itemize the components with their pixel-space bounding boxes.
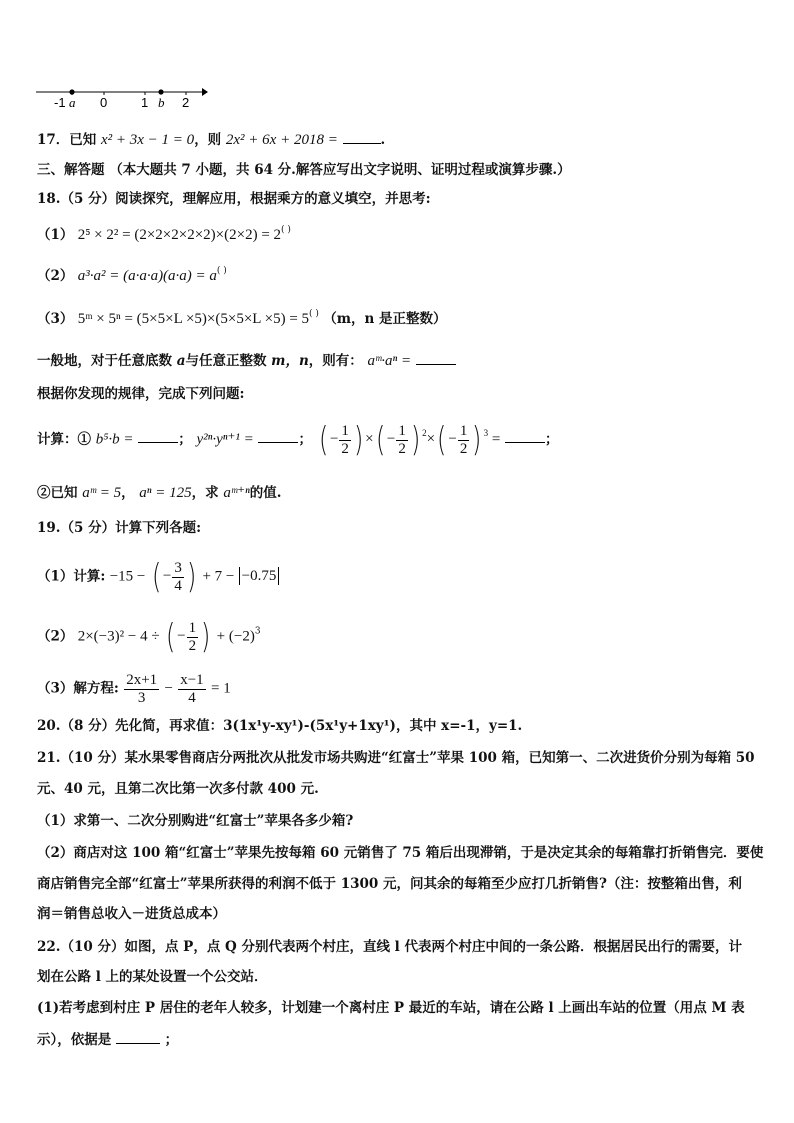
number-line-svg <box>34 82 209 114</box>
answer-blank[interactable] <box>138 430 178 443</box>
q18-given-line: ②已知 aᵐ = 5， aⁿ = 125，求 aᵐ⁺ⁿ的值. <box>37 485 282 501</box>
answer-blank[interactable] <box>416 352 456 365</box>
question-22-line: (1)若考虑到村庄 P 居住的老年人较多，计划建一个离村庄 P 最近的车站，请在公路 l 上画出车站的位置（用点 M 表 <box>37 1000 745 1016</box>
q18-calc-line: 计算：① b⁵·b = ； y²ⁿ·yⁿ⁺¹ = ； ( − $\frac{1}{2}$ ) ×( − $\frac{1}{2}$ ) $^2$×( − $\frac{1}{2}$ ) $^3$ = ； <box>37 420 559 460</box>
q18-rule-line: 根据你发现的规律，完成下列问题: <box>37 386 245 402</box>
question-21-line: 元、40 元，且第二次比第一次多付款 400 元. <box>37 781 319 797</box>
number-line-figure <box>34 82 209 118</box>
question-21-line: 润＝销售总收入－进货总成本） <box>37 906 226 922</box>
question-21-line: 21.（10 分）某水果零售商店分两批次从批发市场共购进“红富士”苹果 100 箱，已知第一、二次进货价分别为每箱 50 <box>37 750 755 766</box>
point-a <box>69 89 74 94</box>
arrow-head-icon <box>202 88 208 96</box>
question-22-line: 22.（10 分）如图，点 P，点 Q 分别代表两个村庄，直线 l 代表两个村庄中间的一条公路．根据居民出行的需要，计 <box>37 939 743 955</box>
question-21-line: （2）商店对这 100 箱“红富士”苹果先按每箱 60 元销售了 75 箱后出现滞销，于是决定其余的每箱靠打折销售完．要使 <box>37 845 764 861</box>
tick-label: b <box>158 95 165 110</box>
point-b <box>158 89 163 94</box>
q17-equation: x² + 3x − 1 = 0 <box>101 132 195 148</box>
answer-blank[interactable] <box>116 1031 160 1044</box>
answer-blank[interactable] <box>343 131 381 144</box>
q18-part-1: （1） 2⁵ × 2² = (2×2×2×2×2)×(2×2) = 2( ) <box>37 225 291 243</box>
q19-part-2: （2） 2×(−3)² − 4 ÷ ( − $\frac{1}{2}$ ) + $(-2)^3$ <box>37 617 261 657</box>
question-20: 20.（8 分）先化简，再求值：3(1x¹y-xy¹)-(5x¹y+1xy¹)，其中 x=-1，y=1. <box>37 718 523 734</box>
section-heading: 三、解答题 （本大题共 7 小题，共 64 分.解答应写出文字说明、证明过程或演算步骤.） <box>37 162 571 178</box>
question-17: 17．已知 x² + 3x − 1 = 0，则 2x² + 6x + 2018 = . <box>37 132 386 148</box>
fraction-product: ( − $\frac{1}{2}$ ) ×( − $\frac{1}{2}$ ) $^2$×( − $\frac{1}{2}$ ) $^3$ <box>318 420 489 460</box>
tick-label: 1 <box>141 95 149 110</box>
question-19-heading: 19.（5 分）计算下列各题: <box>37 520 202 536</box>
q18-general-rule: 一般地，对于任意底数 a与任意正整数 m，n，则有： aᵐ·aⁿ = <box>37 352 456 370</box>
q17-expression: 2x² + 6x + 2018 = <box>225 132 338 148</box>
question-22-line: 划在公路 l 上的某处设置一个公交站． <box>37 969 268 985</box>
tick-label: a <box>69 95 76 110</box>
answer-blank[interactable] <box>505 430 545 443</box>
question-18-heading: 18.（5 分）阅读探究，理解应用，根据乘方的意义填空，并思考: <box>37 191 431 207</box>
question-22-line: 示），依据是 ； <box>37 1032 179 1048</box>
q18-part-2: （2） a³·a² = (a·a·a)(a·a) = a( ) <box>37 266 227 284</box>
answer-blank[interactable] <box>258 430 298 443</box>
q19-part-3: （3）解方程: $\frac{2x+1}{3}$ − $\frac{x-1}{4}$ = 1 <box>37 672 231 706</box>
tick-label: -1 <box>54 95 66 110</box>
q19-part-1: （1）计算: −15 − ( − $\frac{3}{4}$ ) + 7 − −0.75 <box>37 560 279 594</box>
question-21-line: 商店销售完全部“红富士”苹果所获得的利润不低于 1300 元，问其余的每箱至少应打几折销售?（注：按整箱出售，利 <box>37 876 742 892</box>
tick-label: 2 <box>182 95 190 110</box>
question-21-line: （1）求第一、二次分别购进“红富士”苹果各多少箱? <box>37 813 354 829</box>
tick-label: 0 <box>100 95 108 110</box>
q18-part-3: （3） 5ᵐ × 5ⁿ = (5×5×L ×5)×(5×5×L ×5) = 5( ) （m，n 是正整数） <box>37 309 447 327</box>
